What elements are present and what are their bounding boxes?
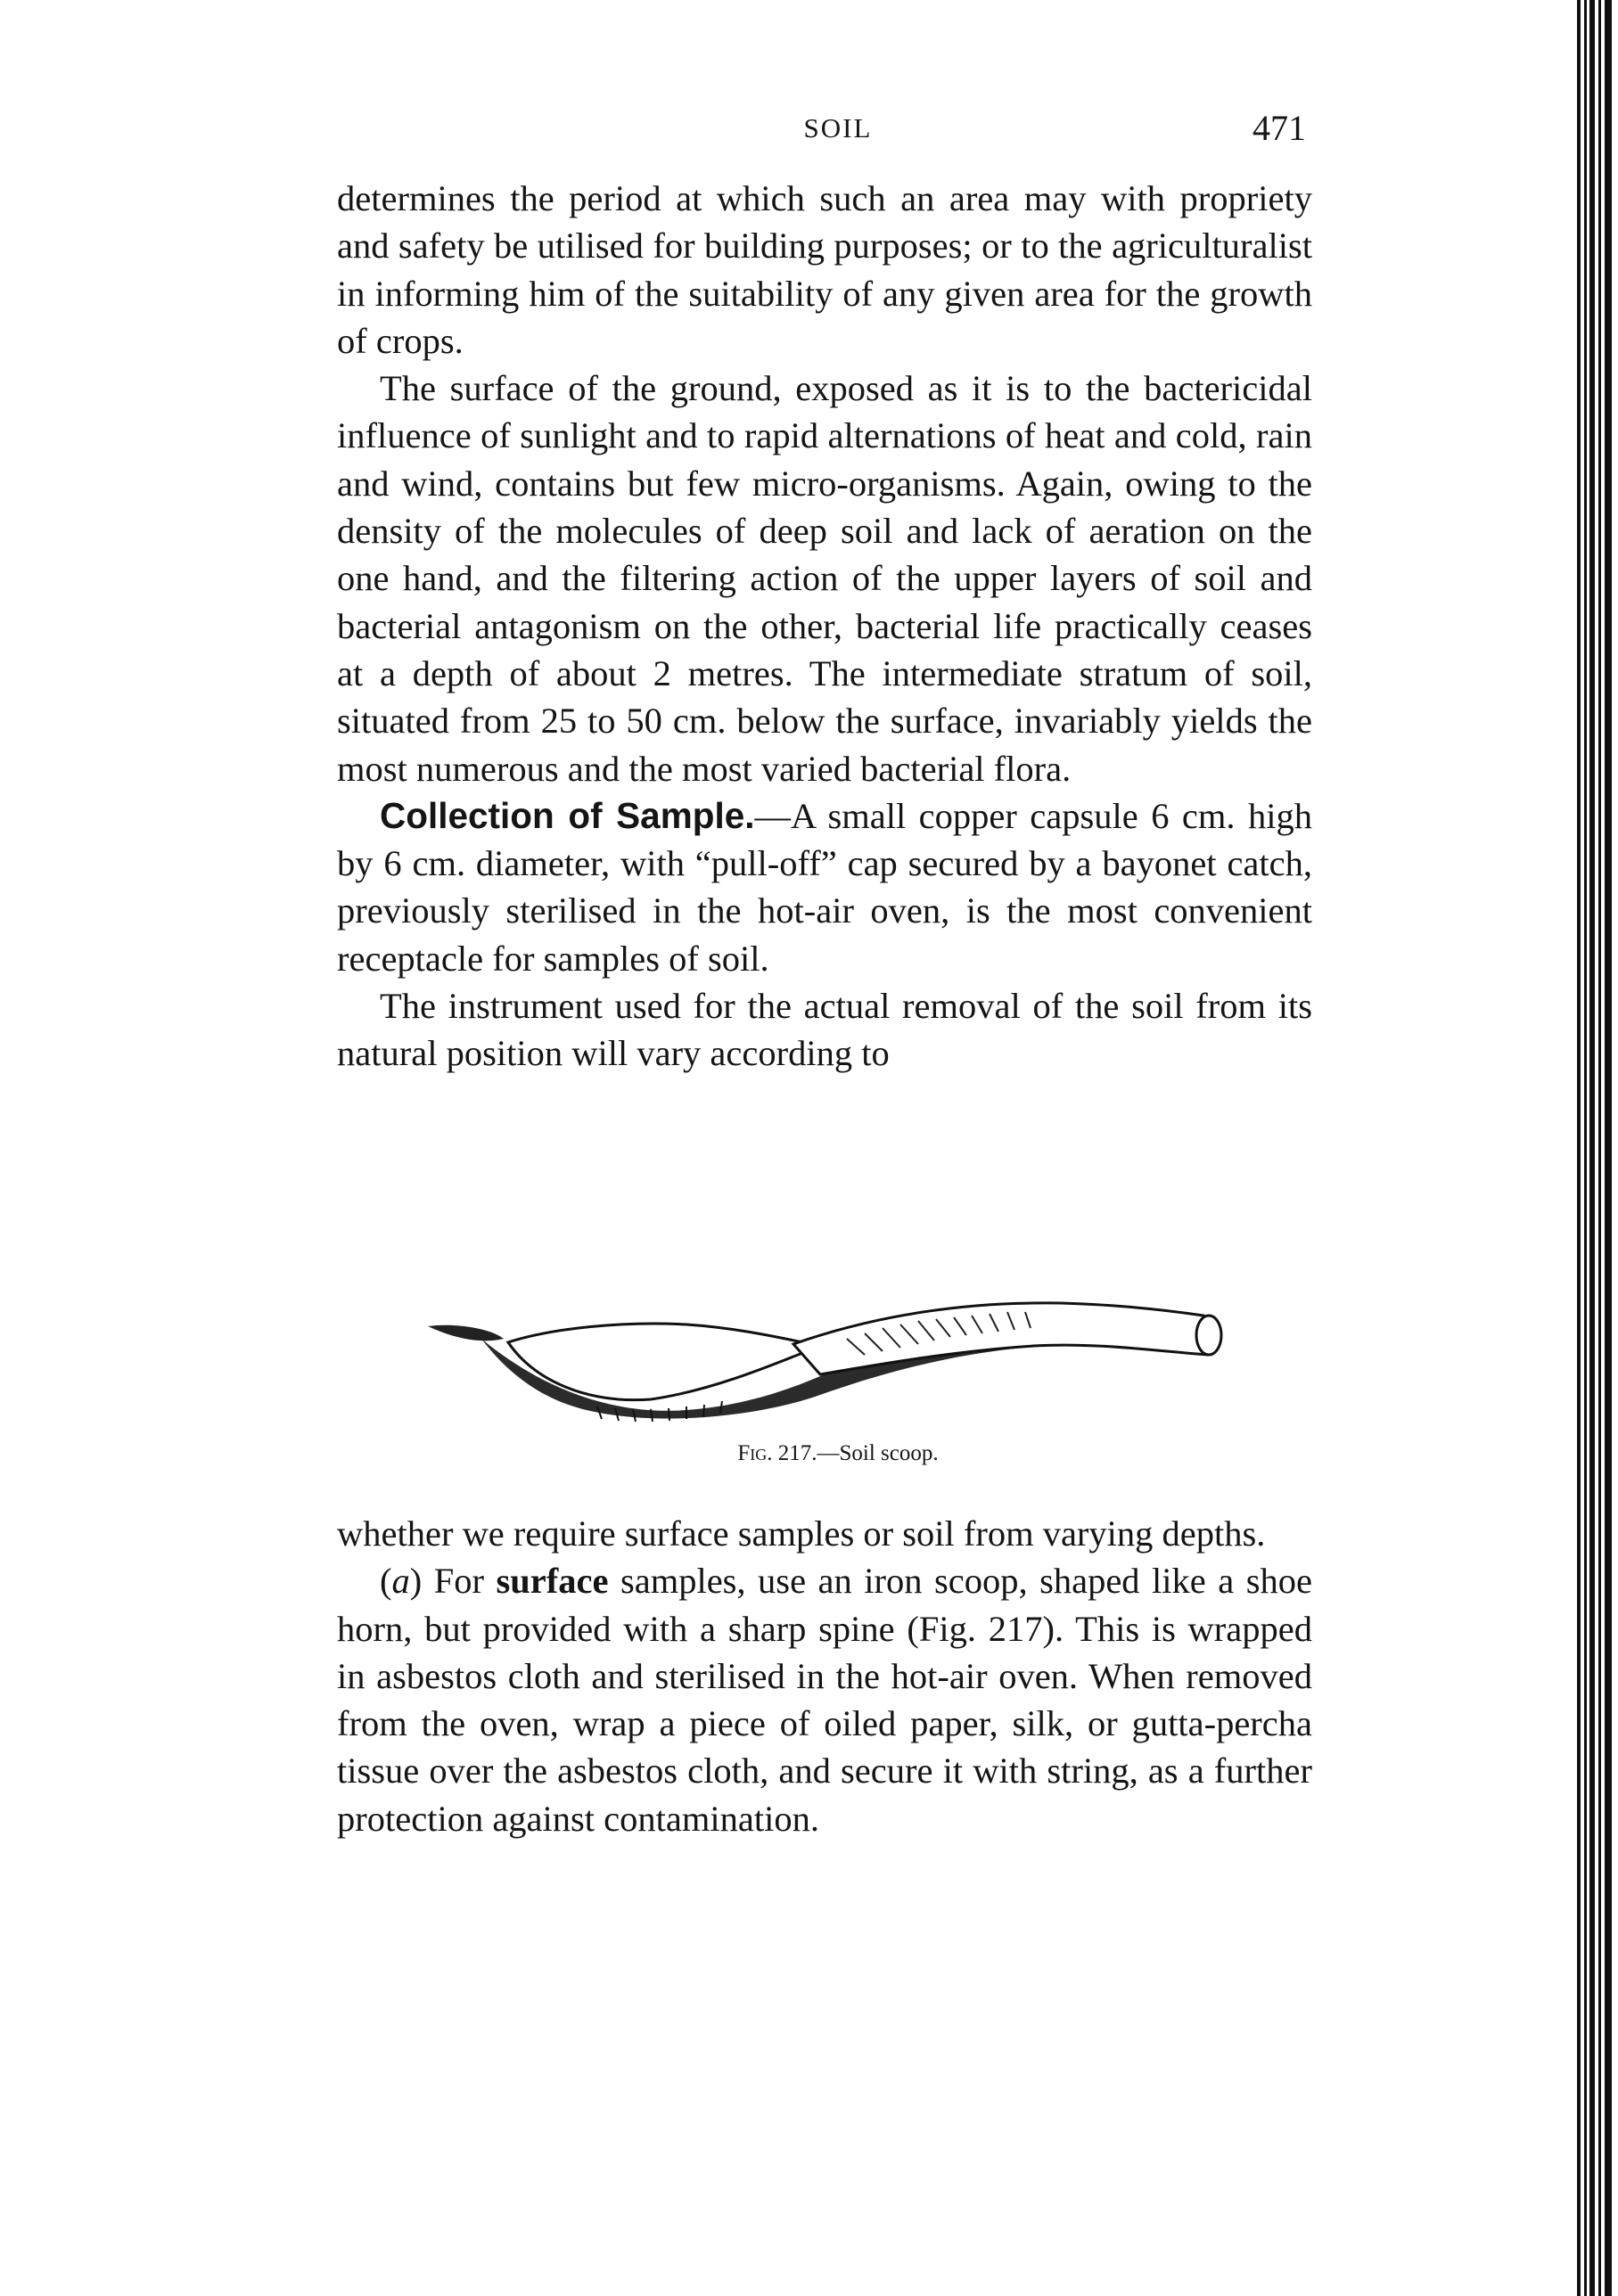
body-text-bottom bbox=[337, 1510, 1312, 1842]
surface-lead: For bbox=[433, 1561, 484, 1602]
figure-label: Fig. 217. bbox=[737, 1441, 817, 1465]
surface-text: samples, use an iron scoop, shaped like a shoe horn, but provided with a sharp spine (Fig. 217). This is wrapped in asbestos cloth and sterilised in the hot-air oven. When removed from the oven, wrap a piece of oiled paper, silk, or gutta-percha tissue over the asbestos cloth, and secure it with string, as a further protection against contamination. bbox=[337, 1561, 1312, 1839]
page-number: 471 bbox=[1253, 108, 1306, 148]
paragraph-surface-of-ground: The surface of the ground, exposed as it is to the bactericidal influence of sunlight and to rapid alternations of heat and cold, rain and wind, contains but few micro-organisms. Again, owing to the density of the molecules of deep soil and lack of aeration on the one hand, and the filtering action of the upper layers of soil and bacterial antagonism on the other, bacterial life practically ceases at a depth of about 2 metres. The intermediate stratum of soil, situated from 25 to 50 cm. below the surface, invariably yields the most numerous and the most varied bacterial flora. bbox=[337, 368, 1312, 789]
section-heading: Collection of Sample. bbox=[380, 794, 755, 836]
soil-scoop-illustration bbox=[428, 1303, 1221, 1422]
collection-text: —A small copper capsule 6 cm. high by 6 cm. diameter, with “pull-off” cap secured by a bayonet catch, previously sterilised in the hot-air oven, is the most convenient receptacle for samples of soil. bbox=[337, 795, 1312, 979]
paragraph-instrument: The instrument used for the actual removal of the soil from its natural position will vary according to bbox=[337, 986, 1312, 1074]
surface-bold-word: surface bbox=[496, 1561, 609, 1602]
page-binding-edge bbox=[1565, 0, 1618, 2296]
figure-caption-text: —Soil scoop. bbox=[817, 1441, 939, 1465]
paragraph-collection-of-sample bbox=[337, 792, 1312, 982]
paragraph-surface-samples: (a) For surface samples, use an iron scoop, shaped like a shoe horn, but provided with a sharp spine (Fig. 217). This is wrapped in asbestos cloth and sterilised in the hot-air oven. When removed from the oven, wrap a piece of oiled paper, silk, or gutta-percha tissue over the asbestos cloth, and secure it with string, as a further protection against contamination. bbox=[337, 1561, 1312, 1839]
paragraph-varying-depths: whether we require surface samples or soil from varying depths. bbox=[337, 1513, 1266, 1554]
body-text-top bbox=[337, 175, 1312, 1078]
list-marker: a bbox=[391, 1561, 410, 1602]
figure-caption bbox=[0, 1441, 1618, 1466]
paragraph-continuation: determines the period at which such an area may with propriety and safety be utilised for building purposes; or to the agriculturalist in informing him of the suitability of any given area for the growth of crops. bbox=[337, 178, 1312, 361]
soil-scoop-figure bbox=[419, 1257, 1239, 1435]
running-header: SOIL bbox=[803, 112, 873, 144]
